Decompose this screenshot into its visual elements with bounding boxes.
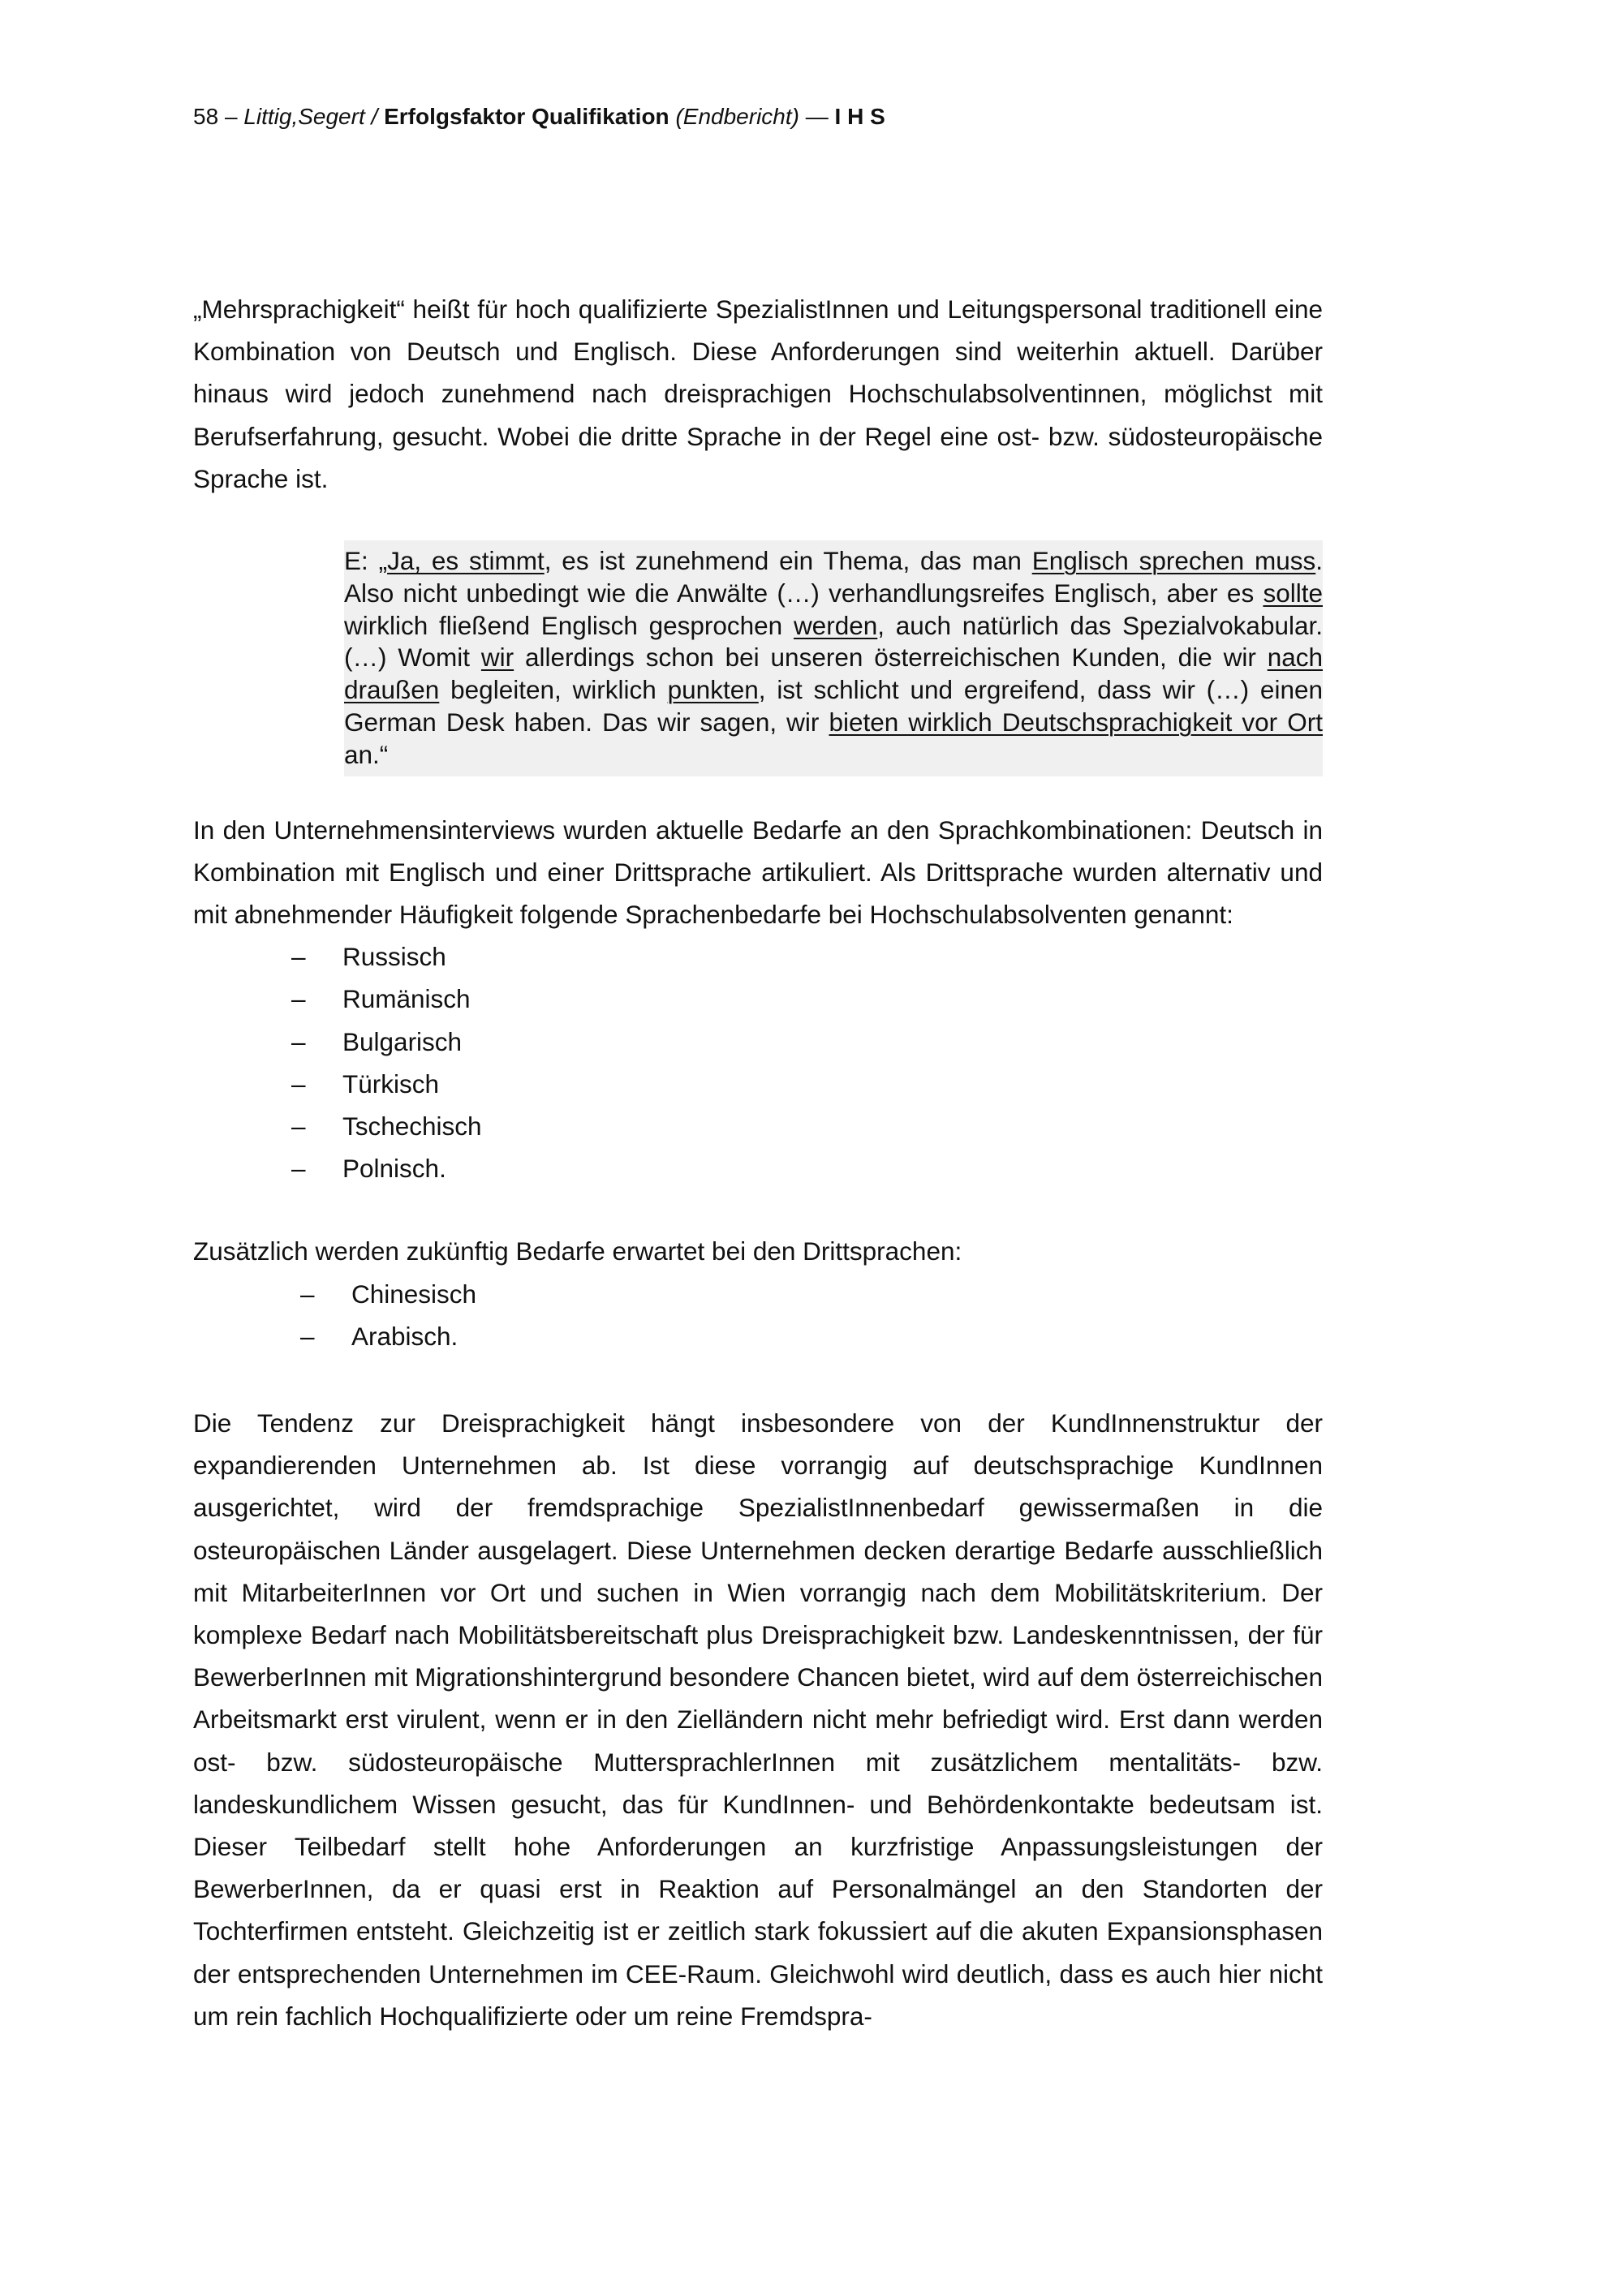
quote-text: , auch natürlich das Spezialvokabular. (…) Womit bbox=[344, 610, 1324, 673]
list-item-label: Tschechisch bbox=[342, 1111, 482, 1142]
paragraph-multilingualism: „Mehrsprachigkeit“ heißt für hoch qualifizierte SpezialistInnen und Leitungspersonal traditionell eine Kombination von Deutsch und Englisch. Diese Anforderungen sind weiterhin aktuell. Darüber hinaus wird jedoch zunehmend nach dreisprachigen Hochschulabsolventinnen, möglichst mit Berufserfahrung, gesucht. Wobei die dritte Sprache in der Regel eine ost- bzw. südosteuropäische Sprache ist. bbox=[193, 295, 1323, 493]
header-title: Erfolgsfaktor Qualifikation bbox=[384, 104, 669, 129]
list-item bbox=[193, 1021, 1323, 1063]
dash-bullet: – bbox=[291, 1154, 306, 1184]
spacer bbox=[193, 1189, 1323, 1230]
paragraph-future-needs: Zusätzlich werden zukünftig Bedarfe erwartet bei den Drittsprachen: bbox=[193, 1236, 962, 1266]
dash-bullet: – bbox=[291, 1068, 306, 1099]
running-header bbox=[193, 101, 1329, 133]
list-item-label: Chinesisch bbox=[351, 1279, 477, 1309]
page-number: 58 bbox=[193, 104, 219, 129]
quote-text: . Also nicht unbedingt wie die Anwälte (…) verhandlungsreifes Englisch, aber es bbox=[344, 546, 1323, 608]
quote-text: an.“ bbox=[344, 739, 389, 769]
quote-text: , es ist zunehmend ein Thema, das man bbox=[544, 546, 1032, 576]
dash-bullet: – bbox=[291, 984, 306, 1014]
spacer bbox=[193, 500, 1323, 540]
header-authors: Littig,Segert / bbox=[243, 104, 378, 129]
quote-text: wirklich fließend Englisch gesprochen bbox=[344, 610, 794, 640]
list-item bbox=[193, 1273, 1323, 1315]
quote-text: begleiten, wirklich bbox=[439, 675, 668, 705]
list-item-label: Rumänisch bbox=[342, 984, 471, 1014]
dash-bullet: – bbox=[300, 1321, 315, 1351]
list-item-label: Polnisch. bbox=[342, 1154, 446, 1184]
list-item bbox=[193, 1147, 1323, 1189]
quote-underlined: Englisch sprechen muss bbox=[1031, 546, 1316, 576]
header-separator: – bbox=[224, 104, 238, 129]
header-institute: I H S bbox=[834, 104, 885, 129]
header-subtitle: (Endbericht) bbox=[675, 104, 799, 129]
quote-underlined: punkten bbox=[667, 675, 759, 705]
dash-bullet: – bbox=[291, 942, 306, 972]
list-item bbox=[193, 1063, 1323, 1105]
list-item bbox=[193, 978, 1323, 1020]
quote-underlined: sollte bbox=[1263, 578, 1323, 608]
quote-underlined: bieten wirklich Deutschsprachigkeit vor Ort bbox=[829, 707, 1323, 737]
header-dash: — bbox=[805, 104, 829, 129]
quote-text: E: „ bbox=[344, 546, 388, 576]
list-item bbox=[193, 1105, 1323, 1147]
quote-underlined: werden bbox=[793, 610, 878, 640]
list-item bbox=[193, 1315, 1323, 1357]
dash-bullet: – bbox=[291, 1026, 306, 1056]
spacer bbox=[193, 776, 1323, 809]
quote-underlined: wir bbox=[480, 643, 514, 673]
spacer bbox=[193, 1357, 1323, 1402]
paragraph-trilingualism: Die Tendenz zur Dreisprachigkeit hängt insbesondere von der KundInnenstruktur der expandierenden Unternehmen ab. Ist diese vorrangig auf deutschsprachige KundInnen ausgerichtet, wird der fremdsprachige SpezialistInnenbedarf gewissermaßen in die osteuropäischen Länder ausgelagert. Diese Unternehmen decken derartige Bedarfe ausschließlich mit MitarbeiterInnen vor Ort und suchen in Wien vorrangig nach dem Mobilitätskriterium. Der komplexe Bedarf nach Mobilitätsbereitschaft plus Dreisprachigkeit bzw. Landeskenntnissen, der für BewerberInnen mit Migrationshintergrund besondere Chancen bietet, wird auf dem österreichischen Arbeitsmarkt erst virulent, wenn er in den Zielländern nicht mehr befriedigt wird. Erst dann werden ost- bzw. südosteuropäische MuttersprachlerInnen mit zusätzlichem mentalitäts- bzw. landeskundlichem Wissen gesucht, das für KundInnen- und Behördenkontakte bedeutsam ist. Dieser Teilbedarf stellt hohe Anforderungen an kurzfristige Anpassungsleistungen der BewerberInnen, da er quasi erst in Reaktion auf Personalmängel an den Standorten der Tochterfirmen entsteht. Gleichzeitig ist er zeitlich stark fokussiert auf die akuten Expansionsphasen der entsprechenden Unternehmen im CEE-Raum. Gleichwohl wird deutlich, dass es auch hier nicht um rein fachlich Hochqualifizierte oder um reine Fremdspra- bbox=[193, 1408, 1324, 2031]
list-item bbox=[193, 935, 1323, 978]
language-list-current bbox=[193, 935, 1323, 1189]
dash-bullet: – bbox=[300, 1279, 315, 1309]
quote-text: allerdings schon bei unseren österreichischen Kunden, die wir bbox=[514, 643, 1268, 673]
list-item-label: Arabisch. bbox=[351, 1321, 458, 1351]
quote-underlined: Ja, es stimmt bbox=[387, 546, 545, 576]
interview-quote bbox=[344, 540, 1323, 776]
list-item-label: Bulgarisch bbox=[342, 1026, 463, 1056]
dash-bullet: – bbox=[291, 1111, 306, 1142]
quote-text: , ist schlicht und ergreifend, dass wir (…) einen German Desk haben. Das wir sagen, wir bbox=[344, 675, 1324, 737]
language-list-future bbox=[193, 1273, 1323, 1357]
main-content bbox=[193, 288, 1323, 2037]
quote-underlined: nach draußen bbox=[344, 643, 1323, 705]
list-item-label: Türkisch bbox=[342, 1068, 440, 1099]
paragraph-interviews: In den Unternehmensinterviews wurden aktuelle Bedarfe an den Sprachkombinationen: Deutsch in Kombination mit Englisch und einer Drittsprache artikuliert. Als Drittsprache wurden alternativ und mit abnehmender Häufigkeit folgende Sprachenbedarfe bei Hochschulabsolventen genannt: bbox=[193, 815, 1323, 929]
list-item-label: Russisch bbox=[342, 942, 446, 972]
